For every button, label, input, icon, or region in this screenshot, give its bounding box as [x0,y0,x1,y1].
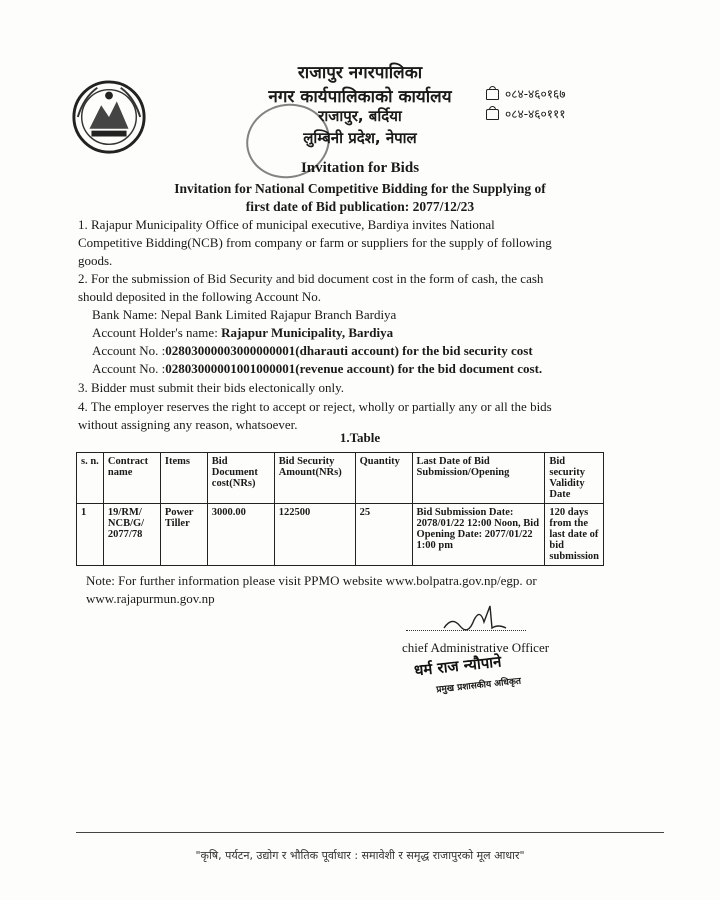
cell-sn: 1 [77,504,104,566]
col-security: Bid Security Amount(NRs) [274,453,355,504]
account-number-security [92,343,533,359]
cell-quantity: 25 [355,504,412,566]
col-items: Items [160,453,207,504]
table-row [77,504,604,566]
telephone-icon [486,89,499,100]
phone-number: ०८४-४६०१११ [505,107,566,121]
cell-validity: 120 days from the last date of bid submission [545,504,604,566]
account-label: Account No. : [92,343,166,358]
account-value: 02803000001001000001(revenue account) for the bid document cost. [165,361,543,376]
cell-items: Power Tiller [160,504,207,566]
table-header-row [77,453,604,504]
office-location: राजापुर, बर्दिया [318,107,402,125]
paragraph-1: 1. Rajapur Municipality Office of municipal executive, Bardiya invites National Competitive Bidding(NCB) from company or farm or suppliers for the supply of following goods. [78,217,552,268]
footer-motto: "कृषि, पर्यटन, उद्योग र भौतिक पूर्वाधार : समावेशी र समृद्ध राजापुरको मूल आधार" [195,849,525,862]
signature-icon [440,598,510,638]
paragraph-2: 2. For the submission of Bid Security and bid document cost in the form of cash, the cash should deposited in the following Account No. [78,271,544,304]
bank-name: Bank Name: Nepal Bank Limited Rajapur Branch Bardiya [92,307,397,322]
phone-numbers [486,84,566,124]
signatory-seal-title: प्रमुख प्रशासकीय अधिकृत [435,676,522,696]
col-dates: Last Date of Bid Submission/Opening [412,453,545,504]
publication-date: first date of Bid publication: 2077/12/23 [245,199,475,214]
note-text: Note: For further information please visit PPMO website www.bolpatra.gov.np/egp. or www.rajapurmun.gov.np [86,573,537,606]
office-name: नगर कार्यपालिकाको कार्यालय [268,87,452,107]
telephone-icon [486,109,499,120]
page-subtitle: Invitation for National Competitive Bidding for the Supplying of [174,181,546,196]
phone-row [486,104,566,124]
paragraph-3: 3. Bidder must submit their bids electonically only. [78,380,344,395]
account-number-revenue [92,361,542,377]
account-holder-label: Account Holder's name: [92,325,222,340]
table-caption: 1.Table [339,430,381,445]
phone-row [486,84,566,104]
bid-table [76,452,604,566]
account-label: Account No. : [92,361,166,376]
col-sn: s. n. [77,453,104,504]
signatory-title: chief Administrative Officer [402,640,550,655]
col-quantity: Quantity [355,453,412,504]
account-holder [92,325,393,341]
cell-security: 122500 [274,504,355,566]
col-validity: Bid security Validity Date [545,453,604,504]
office-province: लुम्बिनी प्रदेश, नेपाल [303,129,417,147]
paragraph-4: 4. The employer reserves the right to accept or reject, wholly or partially any or all the bids without assigning any reason, whatsoever. [78,399,552,432]
signatory-seal-name: धर्म राज न्यौपाने [413,652,503,680]
cell-contract: 19/RM/ NCB/G/ 2077/78 [103,504,160,566]
cell-doc-cost: 3000.00 [207,504,274,566]
municipality-name: राजापुर नगरपालिका [297,63,423,83]
account-value: 02803000003000000001(dharauti account) for the bid security cost [165,343,533,358]
phone-number: ०८४-४६०१६७ [505,87,566,101]
footer-divider [76,832,664,833]
col-doc-cost: Bid Document cost(NRs) [207,453,274,504]
col-contract: Contract name [103,453,160,504]
signature-line [406,630,526,631]
page-title: Invitation for Bids [300,160,420,176]
account-holder-value: Rajapur Municipality, Bardiya [221,325,394,340]
cell-dates: Bid Submission Date: 2078/01/22 12:00 Noon, Bid Opening Date: 2077/01/22 1:00 pm [412,504,545,566]
